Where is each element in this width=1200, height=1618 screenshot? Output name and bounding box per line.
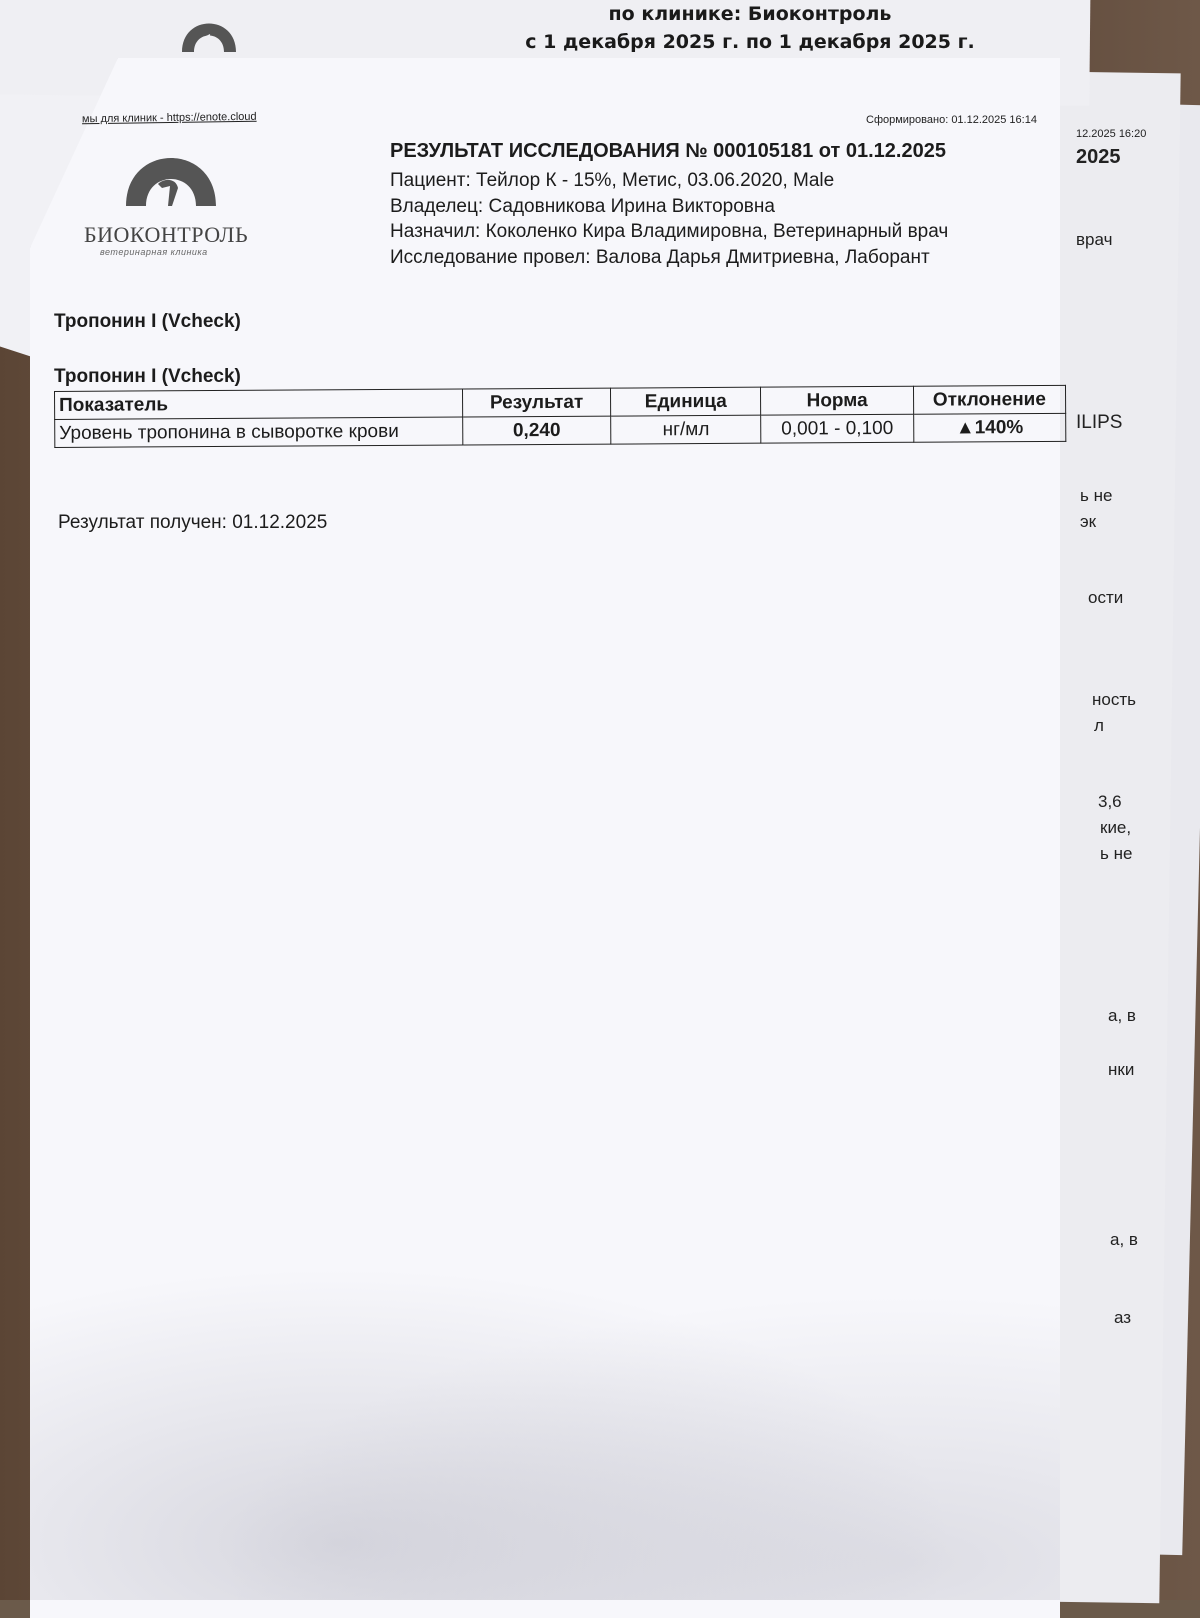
- results-table: [54, 385, 1066, 448]
- indicator-cell: Уровень тропонина в сыворотке крови: [55, 417, 463, 447]
- patient-line: Пациент: Тейлор К - 15%, Метис, 03.06.2020, Male: [390, 170, 835, 191]
- column-header: Норма: [761, 386, 913, 415]
- owner-line: Владелец: Садовникова Ирина Викторовна: [390, 196, 775, 217]
- column-header: Единица: [611, 387, 761, 416]
- table-row: [55, 413, 1066, 447]
- bg-fragment: 2025: [1076, 146, 1121, 168]
- bg-fragment: а, в: [1110, 1230, 1138, 1249]
- clinic-logo-name: БИОКОНТРОЛЬ: [84, 222, 249, 247]
- bg-fragment: 12.2025 16:20: [1076, 128, 1147, 140]
- section-title: Тропонин I (Vcheck): [54, 311, 241, 332]
- report-title: РЕЗУЛЬТАТ ИССЛЕДОВАНИЯ № 000105181 от 01.12.2025: [390, 140, 946, 162]
- source-link[interactable]: мы для клиник - https://enote.cloud: [81, 110, 257, 126]
- bg-fragment: ь не: [1100, 844, 1133, 863]
- bg-fragment: а, в: [1108, 1006, 1136, 1025]
- bg-fragment: ность: [1092, 690, 1136, 709]
- bg-fragment: ости: [1088, 588, 1124, 607]
- background-title-line1: по клинике: Биоконтроль: [608, 3, 892, 25]
- assigned-by-line: Назначил: Коколенко Кира Владимировна, Ветеринарный врач: [390, 221, 949, 242]
- result-cell: 0,240: [463, 416, 611, 445]
- bg-fragment: ь не: [1080, 486, 1113, 505]
- deviation-cell: ▲140%: [913, 413, 1065, 442]
- sheet-shadow: [30, 1220, 1060, 1600]
- column-header: Результат: [462, 388, 610, 417]
- background-logo-icon: [176, 4, 242, 52]
- background-report-title: [450, 0, 1050, 56]
- bg-fragment: ILIPS: [1076, 412, 1123, 433]
- generated-timestamp: Сформировано: 01.12.2025 16:14: [866, 114, 1037, 126]
- column-header: Показатель: [55, 389, 463, 419]
- clinic-logo-subtitle: ветеринарная клиника: [100, 247, 208, 257]
- table-title: Тропонин I (Vcheck): [54, 366, 241, 387]
- background-title-line2: с 1 декабря 2025 г. по 1 декабря 2025 г.: [525, 31, 975, 53]
- bg-fragment: врач: [1076, 230, 1113, 249]
- unit-cell: нг/мл: [611, 415, 761, 444]
- performed-by-line: Исследование провел: Валова Дарья Дмитриевна, Лаборант: [390, 247, 930, 268]
- bg-fragment: эк: [1080, 512, 1097, 531]
- bg-fragment: 3,6: [1098, 792, 1122, 811]
- result-received-date: Результат получен: 01.12.2025: [58, 512, 328, 533]
- bg-fragment: нки: [1108, 1060, 1135, 1079]
- norm-cell: 0,001 - 0,100: [761, 414, 913, 443]
- bg-fragment: кие,: [1100, 818, 1132, 837]
- bg-fragment: л: [1094, 716, 1104, 735]
- column-header: Отклонение: [913, 385, 1065, 414]
- bg-fragment: аз: [1114, 1308, 1132, 1327]
